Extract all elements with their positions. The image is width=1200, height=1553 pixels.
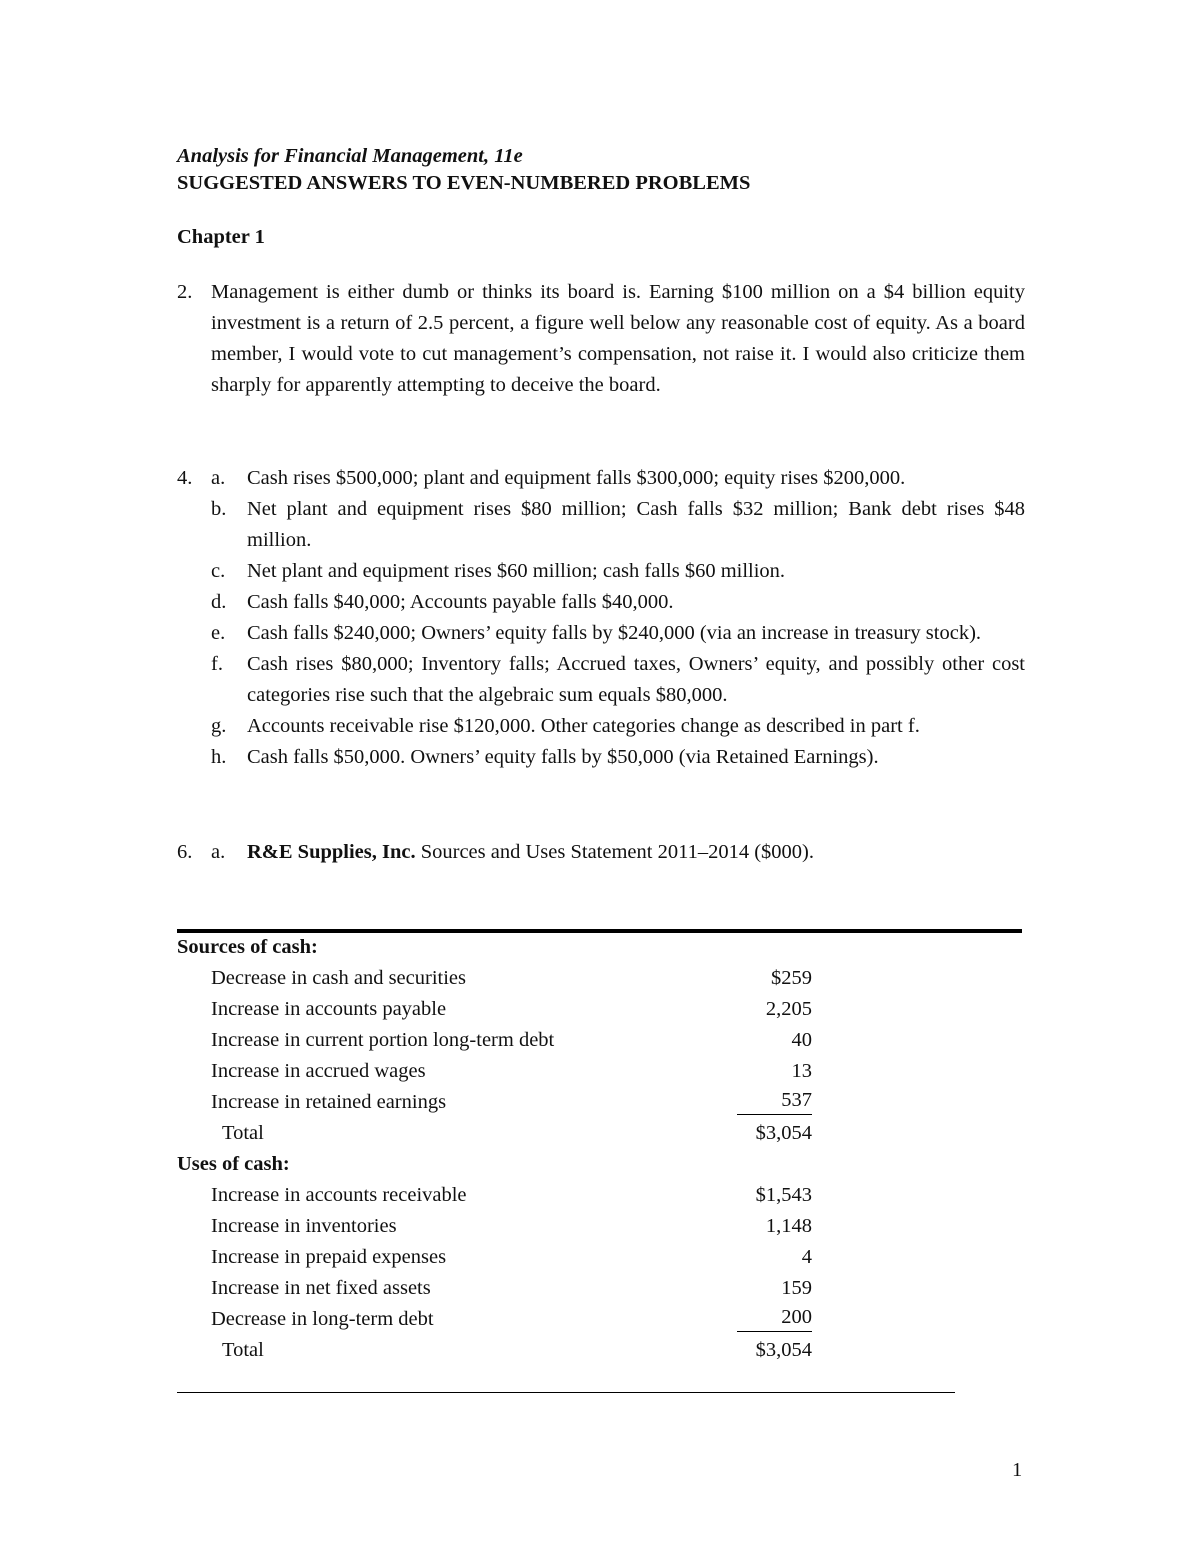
table-row [177, 1211, 1022, 1242]
table-row [177, 1025, 1022, 1056]
answer-part [211, 711, 1025, 742]
part-text: Cash falls $40,000; Accounts payable falls $40,000. [247, 591, 674, 613]
row-value: 2,205 [765, 998, 812, 1020]
part-letter: c. [211, 560, 226, 582]
part-text: Cash rises $80,000; Inventory falls; Accrued taxes, Owners’ equity, and possibly other cost categories rise such that the algebraic sum equals $80,000. [247, 653, 1025, 706]
answer-part [211, 494, 1025, 556]
problem-answer: Management is either dumb or thinks its board is. Earning $100 million on a $4 billion equity investment is a return of 2.5 percent, a figure well below any reasonable cost of equity. As a board member, I would vote to cut management’s compensation, not raise it. I would also criticize them sharply for apparently attempting to deceive the board. [211, 281, 1025, 396]
page-number: 1 [1012, 1459, 1023, 1481]
document-subtitle: SUGGESTED ANSWERS TO EVEN-NUMBERED PROBLEMS [177, 172, 751, 194]
row-label: Increase in net fixed assets [211, 1277, 431, 1299]
part-text: Cash falls $50,000. Owners’ equity falls by $50,000 (via Retained Earnings). [247, 746, 879, 768]
table-row [177, 1304, 1022, 1335]
table-row [177, 1056, 1022, 1087]
part-letter: a. [211, 467, 226, 489]
problem-2 [177, 277, 1025, 401]
part-text: Cash rises $500,000; plant and equipment falls $300,000; equity rises $200,000. [247, 467, 906, 489]
problem-number: 2. [177, 281, 193, 303]
book-title: Analysis for Financial Management, 11e [177, 145, 523, 167]
answer-part [211, 742, 1025, 773]
part-letter: b. [211, 498, 227, 520]
answer-part [211, 463, 1025, 494]
part-letter: d. [211, 591, 227, 613]
row-value: $259 [771, 967, 812, 989]
part-text: Accounts receivable rise $120,000. Other categories change as described in part f. [247, 715, 920, 737]
part-letter: g. [211, 715, 227, 737]
table-row [177, 1180, 1022, 1211]
total-label: Total [222, 1122, 264, 1144]
part-letter: f. [211, 653, 223, 675]
part-letter: h. [211, 746, 227, 768]
table-row [177, 1242, 1022, 1273]
company-name: R&E Supplies, Inc. [247, 841, 416, 863]
row-value: 40 [791, 1029, 812, 1051]
row-label: Increase in accounts payable [211, 998, 447, 1020]
row-label: Decrease in long-term debt [211, 1308, 434, 1330]
row-label: Increase in current portion long-term debt [211, 1029, 555, 1051]
problem-4 [177, 463, 1025, 773]
row-label: Decrease in cash and securities [211, 967, 466, 989]
sources-header: Sources of cash: [177, 936, 318, 958]
table-row [177, 994, 1022, 1025]
table-row [177, 1273, 1022, 1304]
answer-part [211, 587, 1025, 618]
problem-number: 6. [177, 841, 193, 863]
answer-part [211, 556, 1025, 587]
table-row [177, 963, 1022, 994]
chapter-heading: Chapter 1 [177, 226, 265, 248]
row-label: Increase in prepaid expenses [211, 1246, 447, 1268]
row-value: 13 [791, 1060, 812, 1082]
row-value: 159 [781, 1277, 812, 1299]
table-bottom-rule [177, 1392, 955, 1393]
statement-title: Sources and Uses Statement 2011–2014 ($000). [415, 841, 814, 863]
row-label: Increase in accrued wages [211, 1060, 426, 1082]
total-row [177, 1118, 1022, 1149]
total-row [177, 1335, 1022, 1366]
row-value: $1,543 [755, 1184, 812, 1206]
part-letter: a. [211, 841, 226, 863]
answer-part [211, 618, 1025, 649]
row-label: Increase in retained earnings [211, 1091, 447, 1113]
total-value: $3,054 [755, 1122, 812, 1144]
document-header [177, 143, 750, 197]
part-text: Net plant and equipment rises $80 million; Cash falls $32 million; Bank debt rises $48 million. [247, 498, 1025, 551]
uses-header: Uses of cash: [177, 1153, 290, 1175]
answer-part [211, 649, 1025, 711]
part-letter: e. [211, 622, 226, 644]
total-value: $3,054 [755, 1339, 812, 1361]
total-label: Total [222, 1339, 264, 1361]
row-label: Increase in accounts receivable [211, 1184, 467, 1206]
problem-number: 4. [177, 467, 193, 489]
row-label: Increase in inventories [211, 1215, 397, 1237]
problem-6 [177, 837, 1025, 868]
sources-uses-table [177, 929, 1022, 1366]
table-row [177, 1087, 1022, 1118]
part-text: Net plant and equipment rises $60 million; cash falls $60 million. [247, 560, 786, 582]
part-text: Cash falls $240,000; Owners’ equity falls by $240,000 (via an increase in treasury stock). [247, 622, 982, 644]
row-value: 4 [801, 1246, 812, 1268]
row-value: 537 [737, 1087, 812, 1115]
row-value: 200 [737, 1304, 812, 1332]
row-value: 1,148 [765, 1215, 812, 1237]
